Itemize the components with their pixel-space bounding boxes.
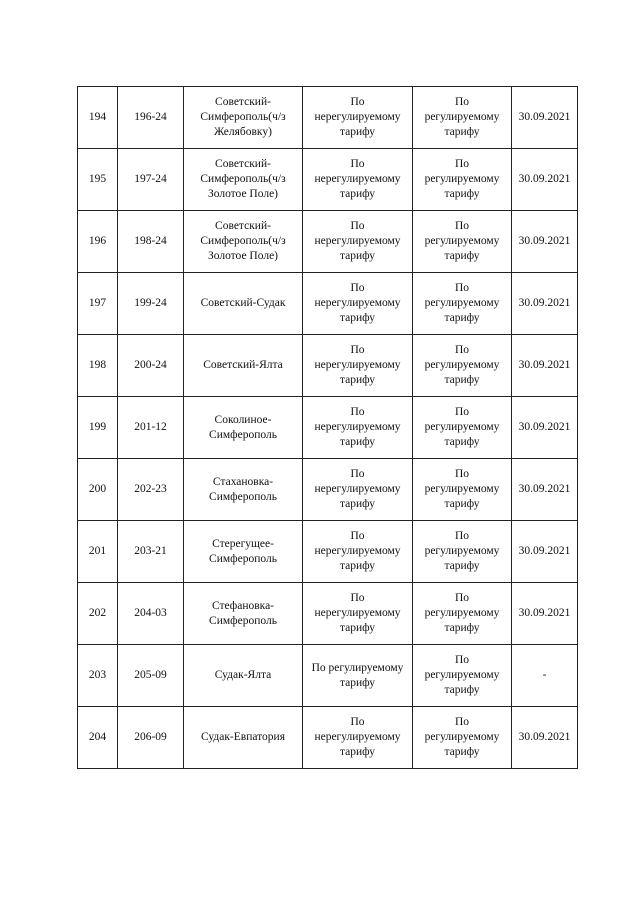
- tariff-new: По регулируемому тарифу: [413, 707, 512, 769]
- date-cell: 30.09.2021: [512, 87, 578, 149]
- route-name: Советский-Судак: [184, 273, 303, 335]
- routes-table: [77, 86, 578, 769]
- date-cell: 30.09.2021: [512, 707, 578, 769]
- route-name: Стерегущее- Симферополь: [184, 521, 303, 583]
- tariff-current: По нерегулируемому тарифу: [303, 521, 413, 583]
- row-number: 194: [78, 87, 118, 149]
- route-number: 204-03: [118, 583, 184, 645]
- tariff-new: По регулируемому тарифу: [413, 521, 512, 583]
- date-cell: 30.09.2021: [512, 273, 578, 335]
- row-number: 203: [78, 645, 118, 707]
- tariff-current: По нерегулируемому тарифу: [303, 87, 413, 149]
- route-name: Стефановка- Симферополь: [184, 583, 303, 645]
- route-name: Стахановка- Симферополь: [184, 459, 303, 521]
- tariff-current: По регулируемому тарифу: [303, 645, 413, 707]
- tariff-current: По нерегулируемому тарифу: [303, 459, 413, 521]
- route-number: 203-21: [118, 521, 184, 583]
- route-name: Советский-Ялта: [184, 335, 303, 397]
- route-number: 205-09: [118, 645, 184, 707]
- row-number: 199: [78, 397, 118, 459]
- tariff-current: По нерегулируемому тарифу: [303, 211, 413, 273]
- route-name: Судак-Ялта: [184, 645, 303, 707]
- route-number: 197-24: [118, 149, 184, 211]
- row-number: 202: [78, 583, 118, 645]
- route-number: 206-09: [118, 707, 184, 769]
- date-cell: 30.09.2021: [512, 583, 578, 645]
- route-name: Советский- Симферополь(ч/з Золотое Поле): [184, 211, 303, 273]
- tariff-new: По регулируемому тарифу: [413, 149, 512, 211]
- route-number: 199-24: [118, 273, 184, 335]
- table-row: [78, 459, 578, 521]
- table-row: [78, 149, 578, 211]
- date-cell: 30.09.2021: [512, 335, 578, 397]
- tariff-new: По регулируемому тарифу: [413, 211, 512, 273]
- table-row: [78, 211, 578, 273]
- row-number: 196: [78, 211, 118, 273]
- table-row: [78, 397, 578, 459]
- tariff-current: По нерегулируемому тарифу: [303, 707, 413, 769]
- date-cell: 30.09.2021: [512, 149, 578, 211]
- tariff-new: По регулируемому тарифу: [413, 459, 512, 521]
- date-cell: 30.09.2021: [512, 521, 578, 583]
- tariff-current: По нерегулируемому тарифу: [303, 273, 413, 335]
- tariff-current: По нерегулируемому тарифу: [303, 149, 413, 211]
- tariff-current: По нерегулируемому тарифу: [303, 397, 413, 459]
- table-row: [78, 335, 578, 397]
- tariff-new: По регулируемому тарифу: [413, 335, 512, 397]
- row-number: 204: [78, 707, 118, 769]
- date-cell: -: [512, 645, 578, 707]
- tariff-new: По регулируемому тарифу: [413, 645, 512, 707]
- table-row: [78, 583, 578, 645]
- row-number: 197: [78, 273, 118, 335]
- tariff-current: По нерегулируемому тарифу: [303, 335, 413, 397]
- table-row: [78, 645, 578, 707]
- route-name: Судак-Евпатория: [184, 707, 303, 769]
- date-cell: 30.09.2021: [512, 397, 578, 459]
- date-cell: 30.09.2021: [512, 211, 578, 273]
- row-number: 200: [78, 459, 118, 521]
- route-number: 198-24: [118, 211, 184, 273]
- tariff-new: По регулируемому тарифу: [413, 583, 512, 645]
- table-row: [78, 273, 578, 335]
- row-number: 201: [78, 521, 118, 583]
- table-row: [78, 521, 578, 583]
- row-number: 198: [78, 335, 118, 397]
- date-cell: 30.09.2021: [512, 459, 578, 521]
- tariff-current: По нерегулируемому тарифу: [303, 583, 413, 645]
- route-name: Советский- Симферополь(ч/з Золотое Поле): [184, 149, 303, 211]
- route-number: 201-12: [118, 397, 184, 459]
- tariff-new: По регулируемому тарифу: [413, 87, 512, 149]
- table-row: [78, 87, 578, 149]
- tariff-new: По регулируемому тарифу: [413, 397, 512, 459]
- route-name: Соколиное- Симферополь: [184, 397, 303, 459]
- tariff-new: По регулируемому тарифу: [413, 273, 512, 335]
- row-number: 195: [78, 149, 118, 211]
- route-number: 200-24: [118, 335, 184, 397]
- table-row: [78, 707, 578, 769]
- route-name: Советский- Симферополь(ч/з Желябовку): [184, 87, 303, 149]
- route-number: 202-23: [118, 459, 184, 521]
- route-number: 196-24: [118, 87, 184, 149]
